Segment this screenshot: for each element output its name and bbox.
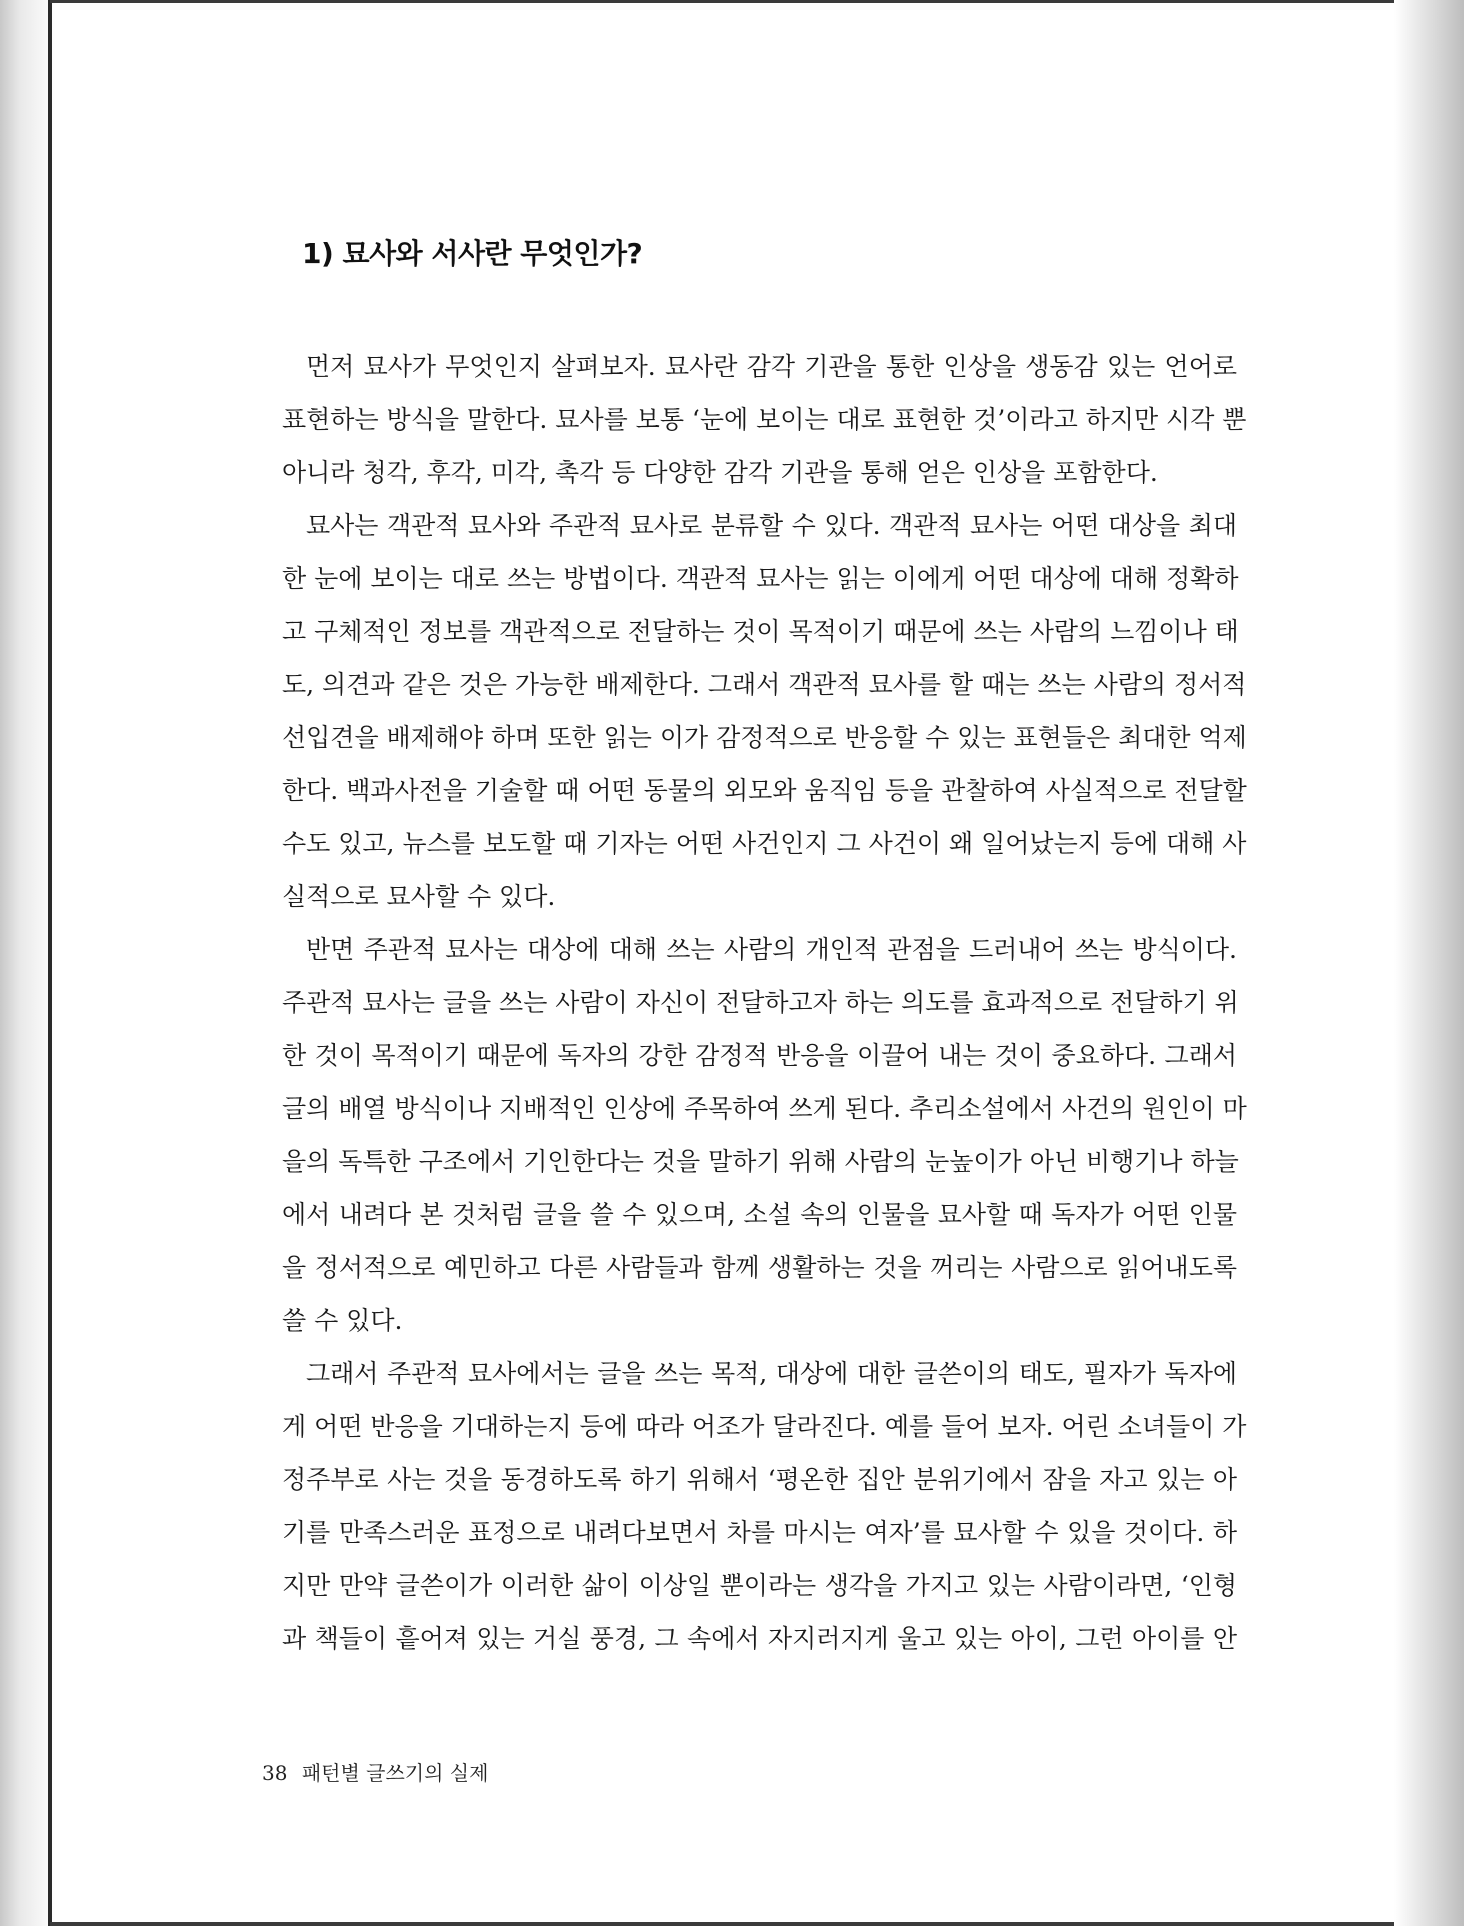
body-line: 한 것이 목적이기 때문에 독자의 강한 감정적 반응을 이끌어 내는 것이 중요하다. 그래서 (282, 1041, 1237, 1070)
body-line: 표현하는 방식을 말한다. 묘사를 보통 ‘눈에 보이는 대로 표현한 것’이라고 하지만 시각 뿐 (282, 405, 1247, 434)
body-line: 한 눈에 보이는 대로 쓰는 방법이다. 객관적 묘사는 읽는 이에게 어떤 대상에 대해 정확하 (282, 564, 1239, 593)
page-footer (262, 1757, 488, 1786)
body-line: 수도 있고, 뉴스를 보도할 때 기자는 어떤 사건인지 그 사건이 왜 일어났는지 등에 대해 사 (282, 829, 1247, 858)
page-bottom-border (50, 1922, 1430, 1926)
body-line: 쓸 수 있다. (282, 1306, 403, 1335)
page-number: 38 (262, 1761, 288, 1785)
body-line: 그래서 주관적 묘사에서는 글을 쓰는 목적, 대상에 대한 글쓴이의 태도, 필자가 독자에 (306, 1359, 1237, 1388)
body-line: 주관적 묘사는 글을 쓰는 사람이 자신이 전달하고자 하는 의도를 효과적으로 전달하기 위 (282, 988, 1239, 1017)
body-line: 도, 의견과 같은 것은 가능한 배제한다. 그래서 객관적 묘사를 할 때는 쓰는 사람의 정서적 (282, 670, 1247, 699)
body-line: 먼저 묘사가 무엇인지 살펴보자. 묘사란 감각 기관을 통한 인상을 생동감 있는 언어로 (306, 352, 1237, 381)
body-line: 정주부로 사는 것을 동경하도록 하기 위해서 ‘평온한 집안 분위기에서 잠을 자고 있는 아 (282, 1465, 1237, 1494)
body-line: 실적으로 묘사할 수 있다. (282, 882, 556, 911)
body-line: 을의 독특한 구조에서 기인한다는 것을 말하기 위해 사람의 눈높이가 아닌 비행기나 하늘 (282, 1147, 1239, 1176)
body-line: 을 정서적으로 예민하고 다른 사람들과 함께 생활하는 것을 꺼리는 사람으로 읽어내도록 (282, 1253, 1237, 1282)
section-title: 1) 묘사와 서사란 무엇인가? (302, 237, 643, 270)
body-line: 지만 만약 글쓴이가 이러한 삶이 이상일 뿐이라는 생각을 가지고 있는 사람이라면, ‘인형 (282, 1571, 1237, 1600)
body-line: 기를 만족스러운 표정으로 내려다보면서 차를 마시는 여자’를 묘사할 수 있을 것이다. 하 (282, 1518, 1237, 1547)
page-top-border (50, 0, 1430, 3)
body-line: 글의 배열 방식이나 지배적인 인상에 주목하여 쓰게 된다. 추리소설에서 사건의 원인이 마 (282, 1094, 1247, 1123)
page-right-shadow (1394, 0, 1464, 1926)
body-line: 묘사는 객관적 묘사와 주관적 묘사로 분류할 수 있다. 객관적 묘사는 어떤 대상을 최대 (306, 511, 1237, 540)
body-line: 한다. 백과사전을 기술할 때 어떤 동물의 외모와 움직임 등을 관찰하여 사실적으로 전달할 (282, 776, 1247, 805)
body-line: 과 책들이 흩어져 있는 거실 풍경, 그 속에서 자지러지게 울고 있는 아이, 그런 아이를 안 (282, 1624, 1237, 1653)
body-line: 아니라 청각, 후각, 미각, 촉각 등 다양한 감각 기관을 통해 얻은 인상을 포함한다. (282, 458, 1158, 487)
page-left-border (48, 0, 52, 1926)
body-text (282, 340, 1247, 1665)
book-title: 패턴별 글쓰기의 실제 (301, 1761, 489, 1785)
body-line: 게 어떤 반응을 기대하는지 등에 따라 어조가 달라진다. 예를 들어 보자. 어린 소녀들이 가 (282, 1412, 1247, 1441)
body-line: 고 구체적인 정보를 객관적으로 전달하는 것이 목적이기 때문에 쓰는 사람의 느낌이나 태 (282, 617, 1239, 646)
body-line: 반면 주관적 묘사는 대상에 대해 쓰는 사람의 개인적 관점을 드러내어 쓰는 방식이다. (306, 935, 1237, 964)
body-line: 선입견을 배제해야 하며 또한 읽는 이가 감정적으로 반응할 수 있는 표현들은 최대한 억제 (282, 723, 1247, 752)
body-line: 에서 내려다 본 것처럼 글을 쓸 수 있으며, 소설 속의 인물을 묘사할 때 독자가 어떤 인물 (282, 1200, 1237, 1229)
